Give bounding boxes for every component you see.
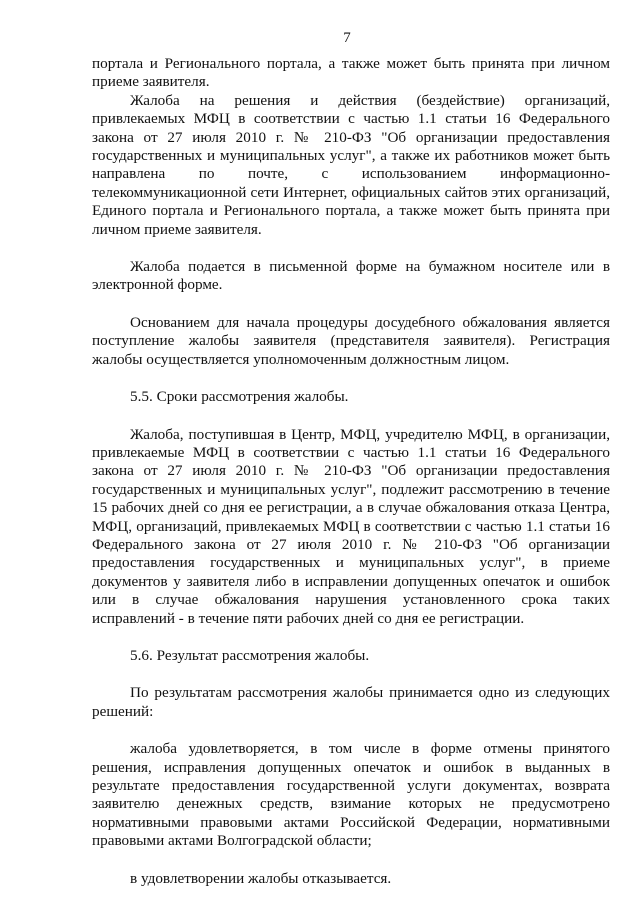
paragraph-complaint-satisfied: жалоба удовлетворяется, в том числе в форме отмены принятого решения, исправления допущенных опечаток и ошибок в выданных в результате предоставления государственной услуги документах, возврата заявителю денежных средств, взимание которых не предусмотрено нормативными правовыми актами Российской Федерации, нормативными правовыми актами Волгоградской области; bbox=[92, 740, 610, 850]
paragraph-review-results: По результатам рассмотрения жалобы принимается одно из следующих решений: bbox=[92, 684, 610, 720]
page-number: 7 bbox=[343, 30, 351, 46]
paragraph-review-terms: Жалоба, поступившая в Центр, МФЦ, учредителю МФЦ, в организации, привлекаемые МФЦ в соответствии с частью 1.1 статьи 16 Федерального закона от 27 июля 2010 г. № 210-ФЗ "Об организации предоставления государственных и муниципальных услуг", подлежит рассмотрению в течение 15 рабочих дней со дня ее регистрации, а в случае обжалования отказа Центра, МФЦ, организаций, привлекаемых МФЦ в соответствии с частью 1.1 статьи 16 Федерального закона от 27 июля 2010 г. № 210-ФЗ "Об организации предоставления государственных и муниципальных услуг", в приеме документов у заявителя либо в исправлении допущенных опечаток и ошибок или в случае обжалования нарушения установленного срока таких исправлений - в течение пяти рабочих дней со дня ее регистрации. bbox=[92, 425, 610, 627]
paragraph-complaint-form: Жалоба подается в письменной форме на бумажном носителе или в электронной форме. bbox=[92, 258, 610, 294]
paragraph-complaint-organizations: Жалоба на решения и действия (бездействие) организаций, привлекаемых МФЦ в соответствии с частью 1.1 статьи 16 Федерального закона от 27 июля 2010 г. № 210-ФЗ "Об организации предоставления государственных и муниципальных услуг", а также их работников может быть направлена по почте, с использованием информационно-телекоммуникационной сети Интернет, официальных сайтов этих организаций, Единого портала и Регионального портала, а также может быть принята при личном приеме заявителя. bbox=[92, 91, 610, 238]
paragraph-complaint-rejected: в удовлетворении жалобы отказывается. bbox=[130, 869, 392, 887]
paragraph-continuation: портала и Регионального портала, а также может быть принята при личном приеме заявителя. bbox=[92, 55, 610, 91]
section-heading-5-6: 5.6. Результат рассмотрения жалобы. bbox=[130, 646, 370, 664]
section-heading-5-5: 5.5. Сроки рассмотрения жалобы. bbox=[130, 388, 349, 406]
paragraph-procedure-basis: Основанием для начала процедуры досудебного обжалования является поступление жалобы заявителя (представителя заявителя). Регистрация жалобы осуществляется уполномоченным должностным лицом. bbox=[92, 313, 610, 368]
